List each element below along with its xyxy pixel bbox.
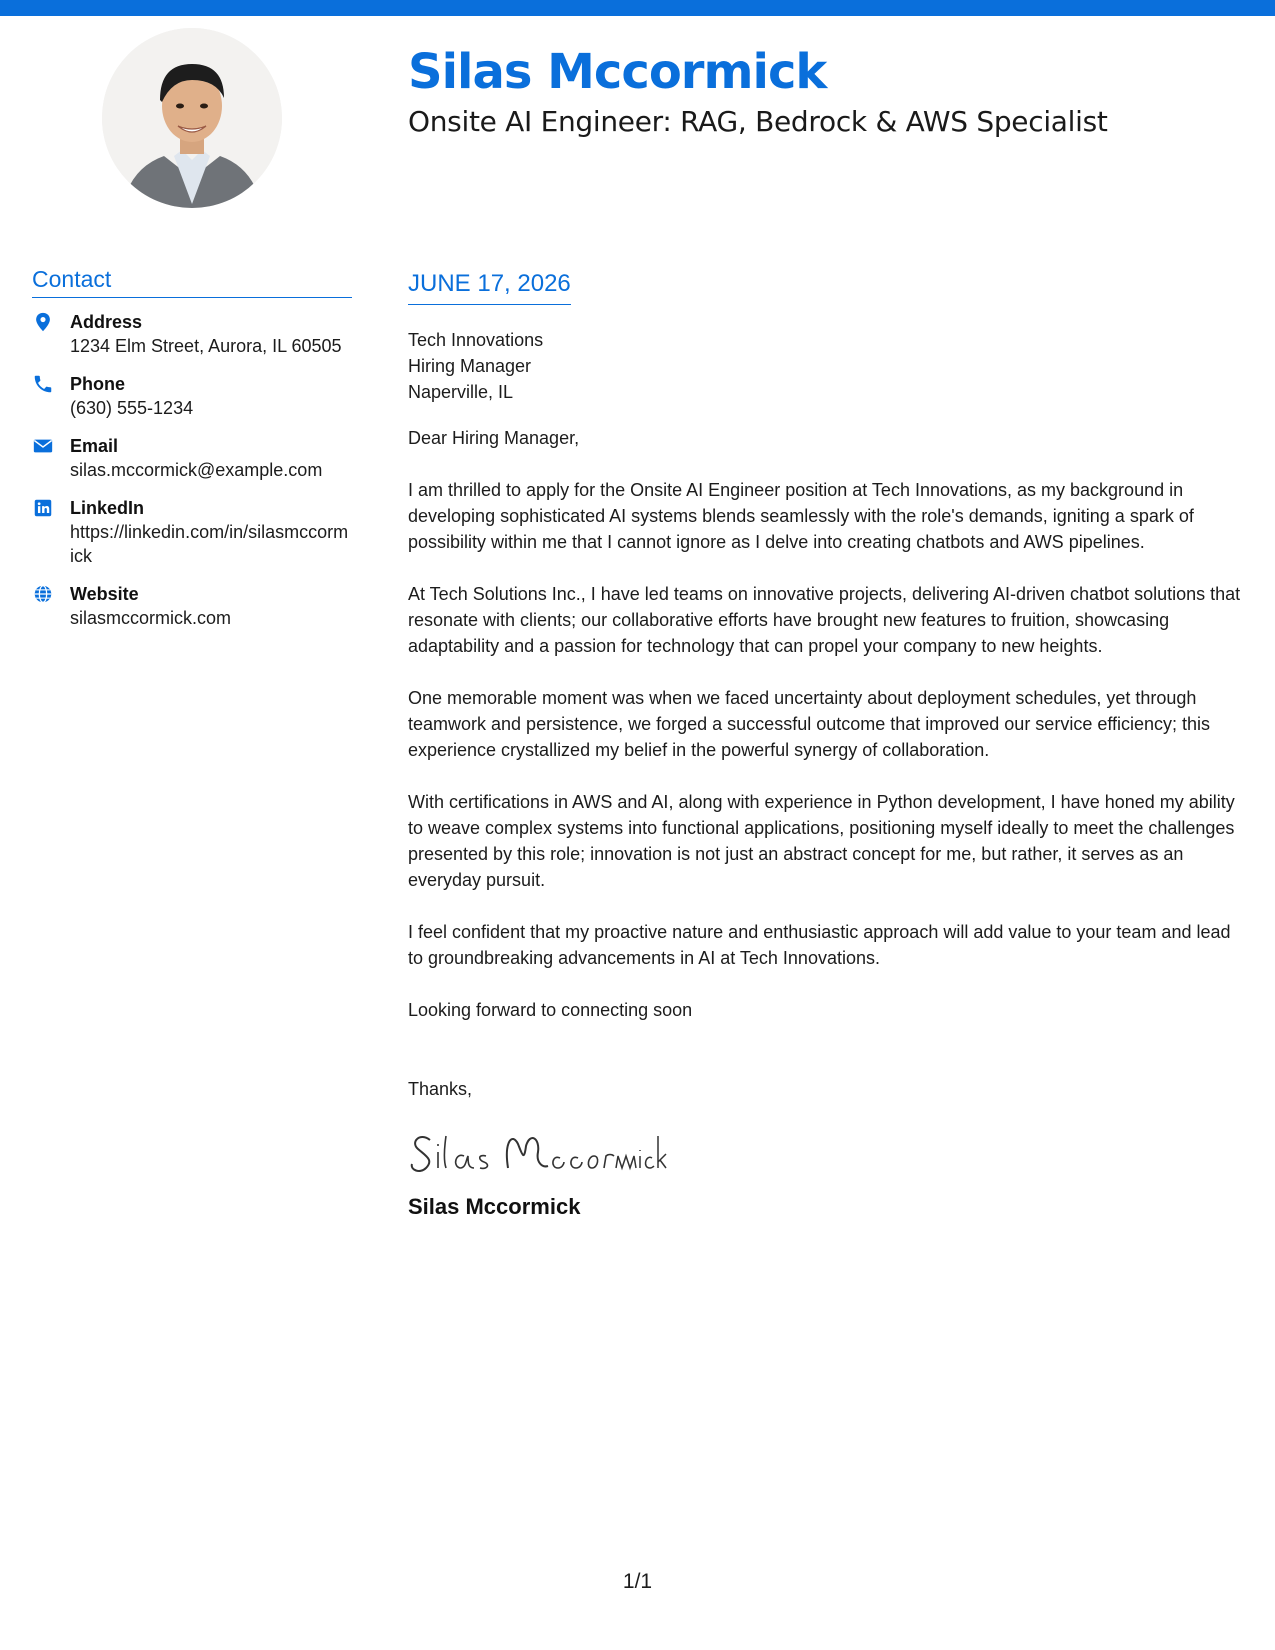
letter-paragraph: I am thrilled to apply for the Onsite AI Engineer position at Tech Innovations, as my background in developing sophisticated AI systems blends seamlessly with the role's demands, igniting a spark of possibility within me that I cannot ignore as I delve into creating chatbots and AWS pipelines.	[408, 480, 1194, 552]
contact-sidebar	[32, 266, 352, 644]
envelope-icon	[32, 435, 54, 457]
page-number: 1/1	[622, 1570, 653, 1593]
contact-label: Website	[70, 584, 139, 604]
letter-paragraph: I feel confident that my proactive nature and enthusiastic approach will add value to your team and lead to groundbreaking advancements in AI at Tech Innovations.	[408, 922, 1231, 968]
handwritten-signature	[408, 1122, 1248, 1178]
closing-line: Looking forward to connecting soon	[408, 1000, 693, 1020]
contact-label: LinkedIn	[70, 498, 145, 518]
recipient-title: Hiring Manager	[408, 356, 532, 376]
contact-linkedin	[32, 496, 352, 568]
profile-photo	[102, 28, 282, 208]
applicant-role: Onsite AI Engineer: RAG, Bedrock & AWS Specialist	[408, 105, 1108, 138]
contact-label: Address	[70, 312, 143, 332]
contact-label: Email	[70, 436, 119, 456]
letter-date: JUNE 17, 2026	[408, 268, 571, 305]
contact-email	[32, 434, 352, 482]
map-pin-icon	[32, 311, 54, 333]
letter-body	[408, 268, 1248, 1220]
contact-phone	[32, 372, 352, 420]
contact-label: Phone	[70, 374, 126, 394]
letter-header	[408, 40, 1248, 140]
contact-value[interactable]: https://linkedin.com/in/silasmccormick	[70, 522, 349, 566]
contact-value: (630) 555-1234	[70, 398, 194, 418]
letter-paragraph: One memorable moment was when we faced uncertainty about deployment schedules, yet through teamwork and persistence, we forged a successful outcome that improved our service efficiency; this experience crystallized my belief in the powerful synergy of collaboration.	[408, 688, 1211, 760]
recipient-block	[408, 327, 1248, 405]
applicant-name: Silas Mccormick	[408, 44, 827, 100]
salutation: Dear Hiring Manager,	[408, 428, 580, 448]
phone-icon	[32, 373, 54, 395]
globe-icon	[32, 583, 54, 605]
letter-paragraph: At Tech Solutions Inc., I have led teams on innovative projects, delivering AI-driven chatbot solutions that resonate with clients; our collaborative efforts have brought new features to fruition, showcasing adaptability and a passion for technology that can propel your company to new heights.	[408, 584, 1241, 656]
contact-heading: Contact	[32, 266, 352, 298]
top-accent-bar	[0, 0, 1275, 16]
contact-value[interactable]: silas.mccormick@example.com	[70, 460, 323, 480]
letter-paragraph: With certifications in AWS and AI, along with experience in Python development, I have honed my ability to weave complex systems into functional applications, positioning myself ideally to meet the challenges presented by this role; innovation is not just an abstract concept for me, but rather, it serves as an everyday pursuit.	[408, 792, 1235, 890]
contact-value: 1234 Elm Street, Aurora, IL 60505	[70, 336, 342, 356]
recipient-company: Tech Innovations	[408, 330, 544, 350]
contact-list	[32, 310, 352, 630]
sign-off: Thanks,	[408, 1079, 473, 1099]
recipient-location: Naperville, IL	[408, 382, 514, 402]
contact-address	[32, 310, 352, 358]
contact-value[interactable]: silasmccormick.com	[70, 608, 232, 628]
contact-website	[32, 582, 352, 630]
signed-name: Silas Mccormick	[408, 1194, 581, 1219]
linkedin-icon	[32, 497, 54, 519]
